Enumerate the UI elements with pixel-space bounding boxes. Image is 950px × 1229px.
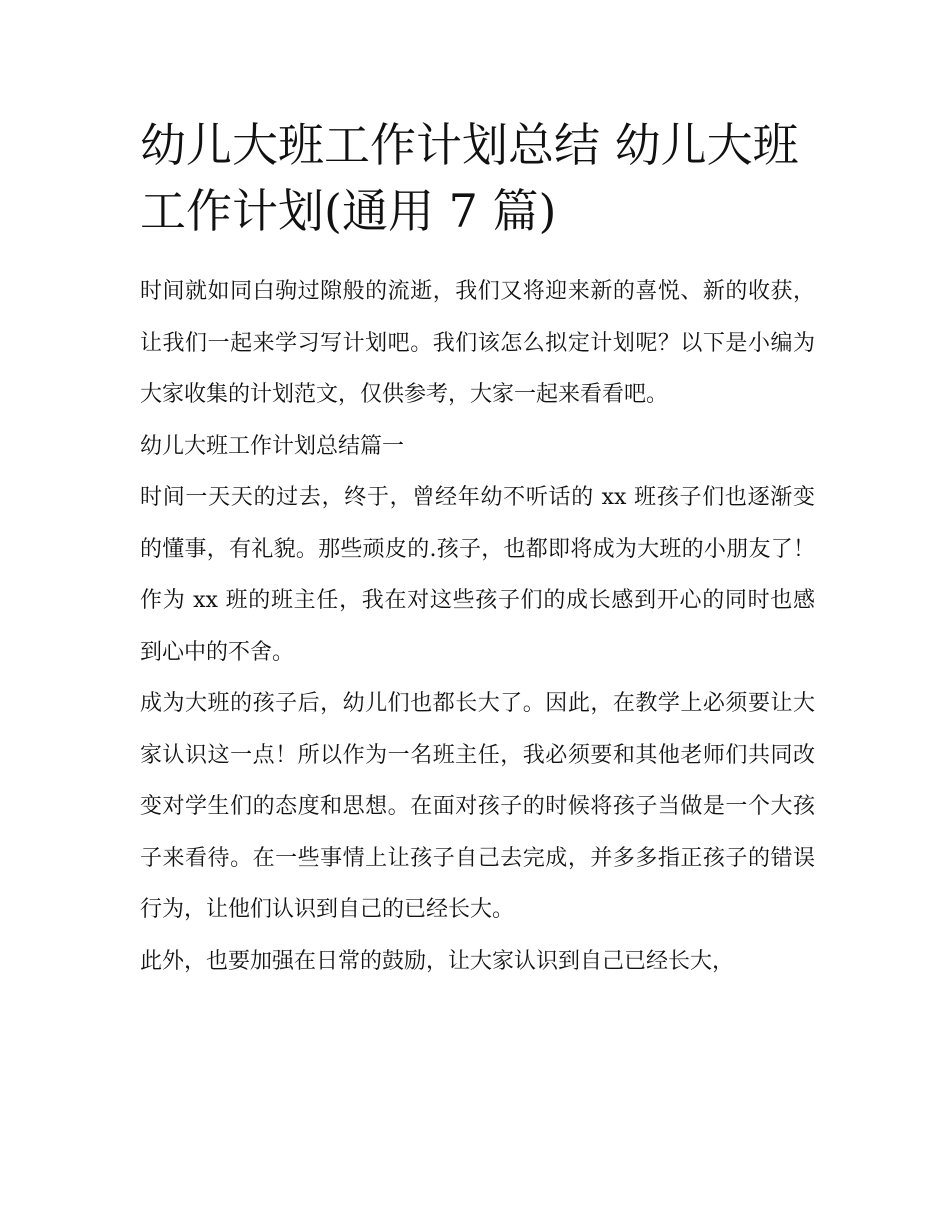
document-content (140, 112, 815, 987)
body-paragraph-1: 时间一天天的过去，终于，曾经年幼不听话的 xx 班孩子们也逐渐变的懂事，有礼貌。那些顽皮的.孩子，也都即将成为大班的小朋友了！作为 xx 班的班主任，我在对这些孩子们的成长感到开心的同时也感到心中的不舍。 (140, 485, 815, 665)
document-title: 幼儿大班工作计划总结 幼儿大班工作计划(通用 7 篇) (140, 118, 799, 238)
body-paragraph-3: 此外，也要加强在日常的鼓励，让大家认识到自己已经长大， (140, 948, 735, 974)
intro-paragraph: 时间就如同白驹过隙般的流逝，我们又将迎来新的喜悦、新的收获，让我们一起来学习写计划吧。我们该怎么拟定计划呢？以下是小编为大家收集的计划范文，仅供参考，大家一起来看看吧。 (140, 279, 815, 407)
body-paragraph-2: 成为大班的孩子后，幼儿们也都长大了。因此，在教学上必须要让大家认识这一点！所以作为一名班主任，我必须要和其他老师们共同改变对学生们的态度和思想。在面对孩子的时候将孩子当做是一个大孩子来看待。在一些事情上让孩子自己去完成，并多多指正孩子的错误行为，让他们认识到自己的已经长大。 (140, 691, 815, 922)
section-heading: 幼儿大班工作计划总结篇一 (140, 433, 405, 459)
